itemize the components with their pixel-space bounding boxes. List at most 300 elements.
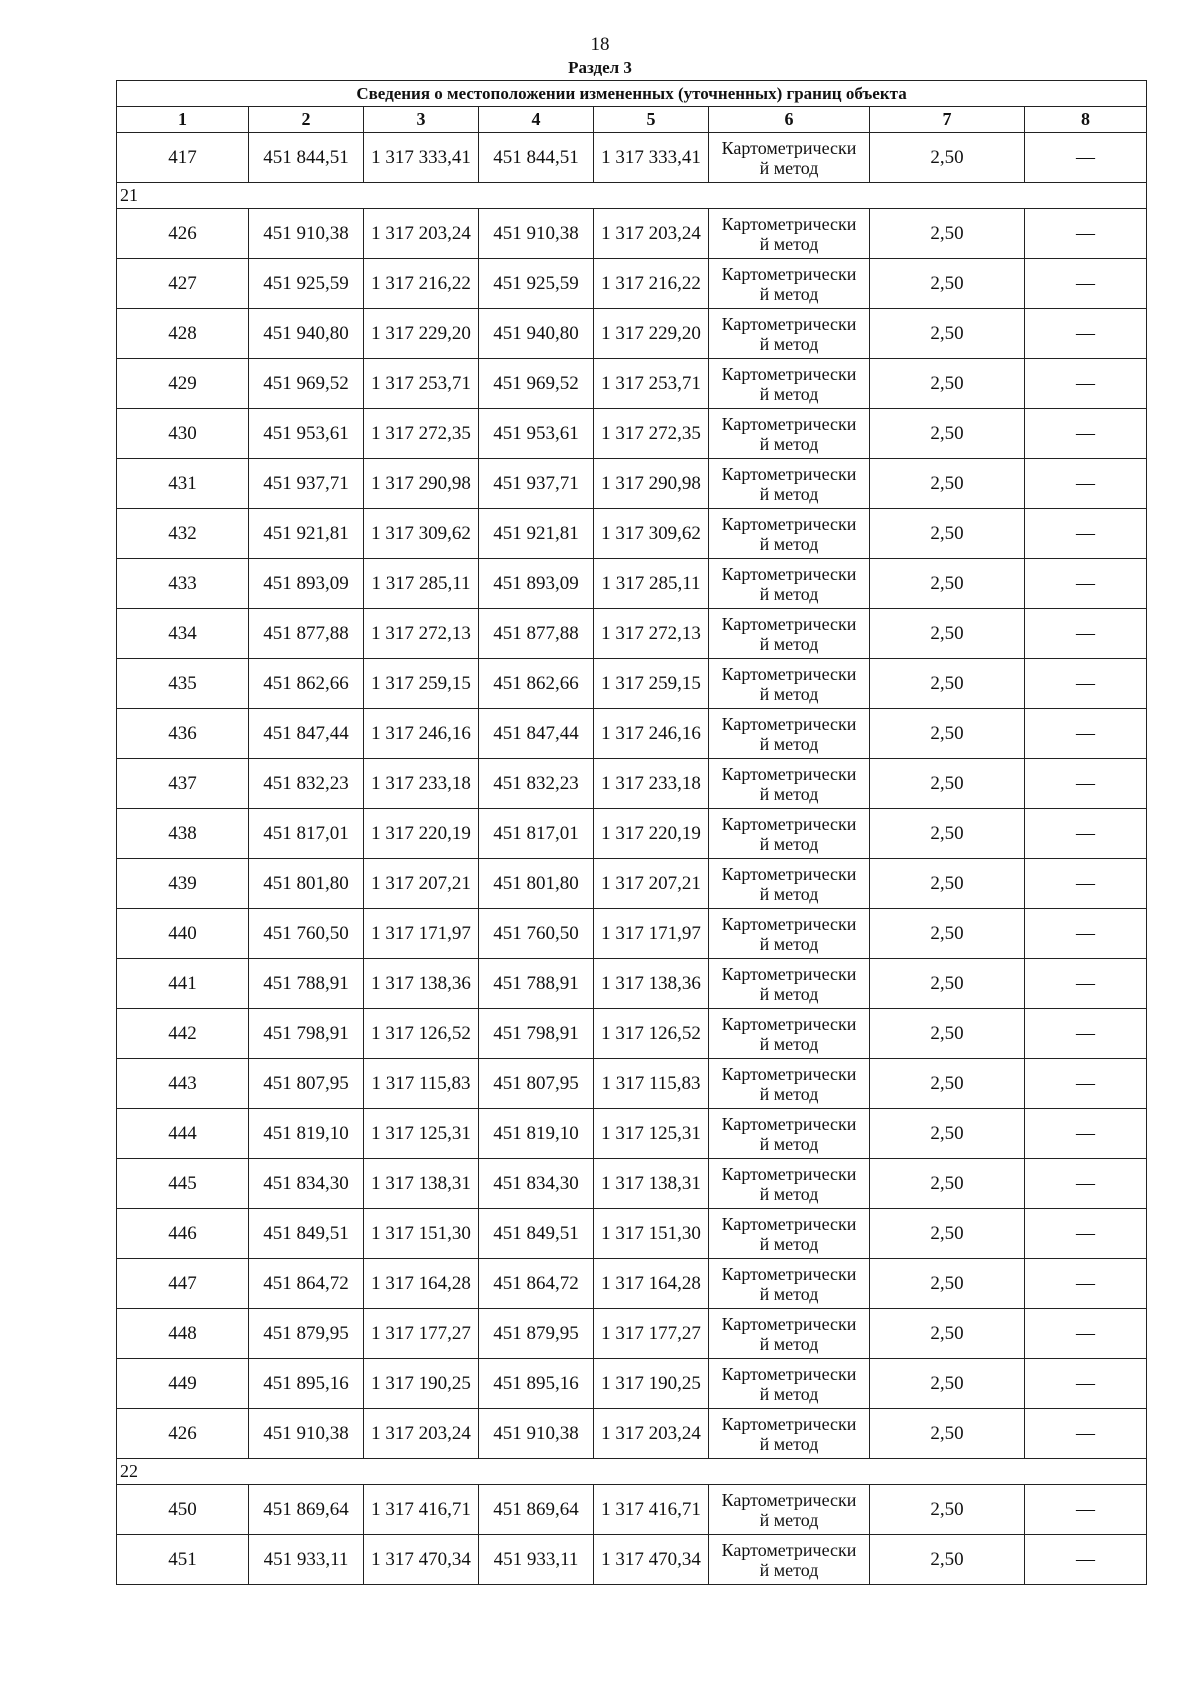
table-row — [117, 1059, 1147, 1109]
new-y-cell: 1 317 416,71 — [594, 1485, 709, 1535]
description-cell: — — [1025, 133, 1147, 183]
accuracy-cell: 2,50 — [870, 459, 1025, 509]
description-cell: — — [1025, 509, 1147, 559]
description-cell: — — [1025, 1485, 1147, 1535]
method-text-line1: Картометрически — [721, 563, 857, 584]
new-x-cell: 451 798,91 — [479, 1009, 594, 1059]
old-x-cell: 451 953,61 — [249, 409, 364, 459]
description-cell: — — [1025, 1359, 1147, 1409]
old-x-cell: 451 937,71 — [249, 459, 364, 509]
old-y-cell: 1 317 290,98 — [364, 459, 479, 509]
old-x-cell: 451 847,44 — [249, 709, 364, 759]
accuracy-cell: 2,50 — [870, 409, 1025, 459]
column-number: 6 — [709, 107, 870, 133]
new-x-cell: 451 879,95 — [479, 1309, 594, 1359]
new-x-cell: 451 910,38 — [479, 209, 594, 259]
method-cell — [709, 459, 870, 509]
method-text-line1: Картометрически — [721, 313, 857, 334]
method-text-line1: Картометрически — [721, 1213, 857, 1234]
new-x-cell: 451 847,44 — [479, 709, 594, 759]
table-row — [117, 259, 1147, 309]
new-y-cell: 1 317 125,31 — [594, 1109, 709, 1159]
point-number-cell: 417 — [117, 133, 249, 183]
new-y-cell: 1 317 177,27 — [594, 1309, 709, 1359]
point-number-cell: 450 — [117, 1485, 249, 1535]
new-y-cell: 1 317 216,22 — [594, 259, 709, 309]
point-number-cell: 437 — [117, 759, 249, 809]
method-text-line1: Картометрически — [721, 613, 857, 634]
old-x-cell: 451 807,95 — [249, 1059, 364, 1109]
accuracy-cell: 2,50 — [870, 609, 1025, 659]
table-row — [117, 609, 1147, 659]
method-text-line1: Картометрически — [721, 1163, 857, 1184]
contour-group-row — [117, 183, 1147, 209]
new-y-cell: 1 317 290,98 — [594, 459, 709, 509]
point-number-cell: 445 — [117, 1159, 249, 1209]
point-number-cell: 426 — [117, 1409, 249, 1459]
new-x-cell: 451 895,16 — [479, 1359, 594, 1409]
point-number-cell: 443 — [117, 1059, 249, 1109]
column-number: 1 — [117, 107, 249, 133]
description-cell: — — [1025, 959, 1147, 1009]
method-text-line1: Картометрически — [721, 513, 857, 534]
old-y-cell: 1 317 138,36 — [364, 959, 479, 1009]
point-number-cell: 426 — [117, 209, 249, 259]
method-text-line1: Картометрически — [721, 363, 857, 384]
method-text-line2: й метод — [759, 733, 819, 754]
new-y-cell: 1 317 470,34 — [594, 1535, 709, 1585]
new-x-cell: 451 925,59 — [479, 259, 594, 309]
new-x-cell: 451 832,23 — [479, 759, 594, 809]
new-y-cell: 1 317 151,30 — [594, 1209, 709, 1259]
description-cell: — — [1025, 209, 1147, 259]
method-cell — [709, 609, 870, 659]
method-text-line2: й метод — [759, 1333, 819, 1354]
old-y-cell: 1 317 333,41 — [364, 133, 479, 183]
description-cell: — — [1025, 1209, 1147, 1259]
point-number-cell: 441 — [117, 959, 249, 1009]
contour-number: 21 — [117, 183, 1147, 209]
old-y-cell: 1 317 126,52 — [364, 1009, 479, 1059]
new-x-cell: 451 807,95 — [479, 1059, 594, 1109]
accuracy-cell: 2,50 — [870, 309, 1025, 359]
method-cell — [709, 1209, 870, 1259]
accuracy-cell: 2,50 — [870, 1059, 1025, 1109]
description-cell: — — [1025, 309, 1147, 359]
new-y-cell: 1 317 333,41 — [594, 133, 709, 183]
method-cell — [709, 359, 870, 409]
column-number: 4 — [479, 107, 594, 133]
method-text-line2: й метод — [759, 233, 819, 254]
new-x-cell: 451 864,72 — [479, 1259, 594, 1309]
new-y-cell: 1 317 285,11 — [594, 559, 709, 609]
old-x-cell: 451 895,16 — [249, 1359, 364, 1409]
method-text-line1: Картометрически — [721, 137, 857, 158]
accuracy-cell: 2,50 — [870, 1409, 1025, 1459]
column-number: 3 — [364, 107, 479, 133]
new-x-cell: 451 940,80 — [479, 309, 594, 359]
contour-group-row — [117, 1459, 1147, 1485]
old-y-cell: 1 317 151,30 — [364, 1209, 479, 1259]
accuracy-cell: 2,50 — [870, 559, 1025, 609]
point-number-cell: 434 — [117, 609, 249, 659]
old-x-cell: 451 801,80 — [249, 859, 364, 909]
new-x-cell: 451 893,09 — [479, 559, 594, 609]
method-text-line1: Картометрически — [721, 1263, 857, 1284]
new-y-cell: 1 317 246,16 — [594, 709, 709, 759]
old-x-cell: 451 893,09 — [249, 559, 364, 609]
method-text-line1: Картометрически — [721, 213, 857, 234]
method-text-line1: Картометрически — [721, 863, 857, 884]
new-y-cell: 1 317 203,24 — [594, 209, 709, 259]
accuracy-cell: 2,50 — [870, 359, 1025, 409]
method-text-line1: Картометрически — [721, 1313, 857, 1334]
new-y-cell: 1 317 229,20 — [594, 309, 709, 359]
old-x-cell: 451 819,10 — [249, 1109, 364, 1159]
old-y-cell: 1 317 229,20 — [364, 309, 479, 359]
method-text-line2: й метод — [759, 583, 819, 604]
method-cell — [709, 1535, 870, 1585]
point-number-cell: 431 — [117, 459, 249, 509]
accuracy-cell: 2,50 — [870, 959, 1025, 1009]
accuracy-cell: 2,50 — [870, 659, 1025, 709]
new-y-cell: 1 317 164,28 — [594, 1259, 709, 1309]
new-x-cell: 451 834,30 — [479, 1159, 594, 1209]
point-number-cell: 427 — [117, 259, 249, 309]
old-x-cell: 451 798,91 — [249, 1009, 364, 1059]
method-cell — [709, 1359, 870, 1409]
new-y-cell: 1 317 220,19 — [594, 809, 709, 859]
method-text-line1: Картометрически — [721, 1539, 857, 1560]
method-text-line1: Картометрически — [721, 463, 857, 484]
method-text-line1: Картометрически — [721, 1413, 857, 1434]
new-y-cell: 1 317 138,31 — [594, 1159, 709, 1209]
contour-number: 22 — [117, 1459, 1147, 1485]
new-x-cell: 451 937,71 — [479, 459, 594, 509]
method-text-line2: й метод — [759, 483, 819, 504]
old-x-cell: 451 862,66 — [249, 659, 364, 709]
method-text-line1: Картометрически — [721, 1363, 857, 1384]
new-x-cell: 451 817,01 — [479, 809, 594, 859]
point-number-cell: 430 — [117, 409, 249, 459]
new-x-cell: 451 877,88 — [479, 609, 594, 659]
method-text-line1: Картометрически — [721, 963, 857, 984]
new-x-cell: 451 869,64 — [479, 1485, 594, 1535]
old-x-cell: 451 817,01 — [249, 809, 364, 859]
description-cell: — — [1025, 1159, 1147, 1209]
new-x-cell: 451 819,10 — [479, 1109, 594, 1159]
new-y-cell: 1 317 272,35 — [594, 409, 709, 459]
method-cell — [709, 509, 870, 559]
method-text-line1: Картометрически — [721, 413, 857, 434]
old-y-cell: 1 317 259,15 — [364, 659, 479, 709]
method-text-line1: Картометрически — [721, 1113, 857, 1134]
method-cell — [709, 409, 870, 459]
method-cell — [709, 209, 870, 259]
table-row — [117, 1259, 1147, 1309]
description-cell: — — [1025, 659, 1147, 709]
old-x-cell: 451 910,38 — [249, 209, 364, 259]
description-cell: — — [1025, 1535, 1147, 1585]
point-number-cell: 449 — [117, 1359, 249, 1409]
old-x-cell: 451 877,88 — [249, 609, 364, 659]
description-cell: — — [1025, 259, 1147, 309]
old-y-cell: 1 317 233,18 — [364, 759, 479, 809]
description-cell: — — [1025, 809, 1147, 859]
column-number: 8 — [1025, 107, 1147, 133]
method-text-line2: й метод — [759, 1233, 819, 1254]
method-text-line2: й метод — [759, 283, 819, 304]
method-cell — [709, 1059, 870, 1109]
description-cell: — — [1025, 459, 1147, 509]
new-x-cell: 451 862,66 — [479, 659, 594, 709]
accuracy-cell: 2,50 — [870, 1209, 1025, 1259]
old-y-cell: 1 317 220,19 — [364, 809, 479, 859]
accuracy-cell: 2,50 — [870, 859, 1025, 909]
method-text-line2: й метод — [759, 383, 819, 404]
old-y-cell: 1 317 272,13 — [364, 609, 479, 659]
method-cell — [709, 1409, 870, 1459]
method-text-line2: й метод — [759, 1133, 819, 1154]
old-x-cell: 451 969,52 — [249, 359, 364, 409]
accuracy-cell: 2,50 — [870, 1159, 1025, 1209]
method-cell — [709, 1109, 870, 1159]
description-cell: — — [1025, 759, 1147, 809]
table-row — [117, 133, 1147, 183]
method-cell — [709, 1009, 870, 1059]
coordinates-table — [116, 80, 1147, 1585]
point-number-cell: 439 — [117, 859, 249, 909]
method-text-line2: й метод — [759, 683, 819, 704]
table-row — [117, 1209, 1147, 1259]
method-text-line2: й метод — [759, 1033, 819, 1054]
accuracy-cell: 2,50 — [870, 133, 1025, 183]
method-text-line1: Картометрически — [721, 1489, 857, 1510]
accuracy-cell: 2,50 — [870, 809, 1025, 859]
accuracy-cell: 2,50 — [870, 909, 1025, 959]
table-row — [117, 1109, 1147, 1159]
new-y-cell: 1 317 272,13 — [594, 609, 709, 659]
old-x-cell: 451 910,38 — [249, 1409, 364, 1459]
table-row — [117, 559, 1147, 609]
new-x-cell: 451 844,51 — [479, 133, 594, 183]
method-cell — [709, 809, 870, 859]
point-number-cell: 446 — [117, 1209, 249, 1259]
new-y-cell: 1 317 190,25 — [594, 1359, 709, 1409]
new-x-cell: 451 788,91 — [479, 959, 594, 1009]
description-cell: — — [1025, 609, 1147, 659]
old-x-cell: 451 879,95 — [249, 1309, 364, 1359]
point-number-cell: 433 — [117, 559, 249, 609]
point-number-cell: 436 — [117, 709, 249, 759]
method-cell — [709, 1309, 870, 1359]
new-y-cell: 1 317 115,83 — [594, 1059, 709, 1109]
accuracy-cell: 2,50 — [870, 709, 1025, 759]
method-text-line2: й метод — [759, 1183, 819, 1204]
accuracy-cell: 2,50 — [870, 1535, 1025, 1585]
table-row — [117, 1159, 1147, 1209]
method-text-line2: й метод — [759, 1083, 819, 1104]
method-cell — [709, 309, 870, 359]
method-text-line1: Картометрически — [721, 763, 857, 784]
description-cell: — — [1025, 1259, 1147, 1309]
method-cell — [709, 1485, 870, 1535]
method-text-line1: Картометрически — [721, 663, 857, 684]
old-y-cell: 1 317 203,24 — [364, 209, 479, 259]
old-y-cell: 1 317 164,28 — [364, 1259, 479, 1309]
method-cell — [709, 1159, 870, 1209]
accuracy-cell: 2,50 — [870, 1109, 1025, 1159]
old-y-cell: 1 317 190,25 — [364, 1359, 479, 1409]
new-y-cell: 1 317 233,18 — [594, 759, 709, 809]
table-row — [117, 359, 1147, 409]
method-text-line1: Картометрически — [721, 713, 857, 734]
old-y-cell: 1 317 470,34 — [364, 1535, 479, 1585]
method-cell — [709, 559, 870, 609]
accuracy-cell: 2,50 — [870, 1359, 1025, 1409]
accuracy-cell: 2,50 — [870, 1485, 1025, 1535]
point-number-cell: 429 — [117, 359, 249, 409]
table-row — [117, 1409, 1147, 1459]
old-y-cell: 1 317 203,24 — [364, 1409, 479, 1459]
method-text-line2: й метод — [759, 833, 819, 854]
description-cell: — — [1025, 1109, 1147, 1159]
method-text-line1: Картометрически — [721, 913, 857, 934]
method-cell — [709, 133, 870, 183]
method-cell — [709, 709, 870, 759]
old-x-cell: 451 925,59 — [249, 259, 364, 309]
method-text-line2: й метод — [759, 157, 819, 178]
method-cell — [709, 909, 870, 959]
description-cell: — — [1025, 859, 1147, 909]
method-text-line2: й метод — [759, 433, 819, 454]
table-row — [117, 709, 1147, 759]
method-cell — [709, 959, 870, 1009]
accuracy-cell: 2,50 — [870, 1309, 1025, 1359]
accuracy-cell: 2,50 — [870, 259, 1025, 309]
new-x-cell: 451 849,51 — [479, 1209, 594, 1259]
table-row — [117, 1309, 1147, 1359]
accuracy-cell: 2,50 — [870, 209, 1025, 259]
old-y-cell: 1 317 171,97 — [364, 909, 479, 959]
new-x-cell: 451 969,52 — [479, 359, 594, 409]
old-y-cell: 1 317 115,83 — [364, 1059, 479, 1109]
point-number-cell: 428 — [117, 309, 249, 359]
old-x-cell: 451 788,91 — [249, 959, 364, 1009]
old-x-cell: 451 844,51 — [249, 133, 364, 183]
table-row — [117, 309, 1147, 359]
old-x-cell: 451 832,23 — [249, 759, 364, 809]
method-cell — [709, 259, 870, 309]
point-number-cell: 444 — [117, 1109, 249, 1159]
old-y-cell: 1 317 125,31 — [364, 1109, 479, 1159]
method-text-line2: й метод — [759, 1509, 819, 1530]
method-text-line1: Картометрически — [721, 813, 857, 834]
description-cell: — — [1025, 359, 1147, 409]
method-text-line2: й метод — [759, 883, 819, 904]
table-row — [117, 809, 1147, 859]
old-y-cell: 1 317 177,27 — [364, 1309, 479, 1359]
table-row — [117, 959, 1147, 1009]
column-number-row — [117, 107, 1147, 133]
description-cell: — — [1025, 1059, 1147, 1109]
method-text-line1: Картометрически — [721, 263, 857, 284]
description-cell: — — [1025, 1309, 1147, 1359]
column-number: 2 — [249, 107, 364, 133]
new-y-cell: 1 317 259,15 — [594, 659, 709, 709]
new-y-cell: 1 317 203,24 — [594, 1409, 709, 1459]
accuracy-cell: 2,50 — [870, 759, 1025, 809]
method-cell — [709, 659, 870, 709]
old-y-cell: 1 317 416,71 — [364, 1485, 479, 1535]
point-number-cell: 442 — [117, 1009, 249, 1059]
old-x-cell: 451 933,11 — [249, 1535, 364, 1585]
new-x-cell: 451 921,81 — [479, 509, 594, 559]
table-row — [117, 209, 1147, 259]
page-number: 18 — [590, 34, 610, 55]
method-text-line2: й метод — [759, 533, 819, 554]
old-y-cell: 1 317 309,62 — [364, 509, 479, 559]
method-text-line2: й метод — [759, 783, 819, 804]
old-y-cell: 1 317 285,11 — [364, 559, 479, 609]
point-number-cell: 451 — [117, 1535, 249, 1585]
method-text-line2: й метод — [759, 933, 819, 954]
method-text-line2: й метод — [759, 633, 819, 654]
accuracy-cell: 2,50 — [870, 1009, 1025, 1059]
method-text-line1: Картометрически — [721, 1013, 857, 1034]
method-text-line2: й метод — [759, 1559, 819, 1580]
description-cell: — — [1025, 1009, 1147, 1059]
new-x-cell: 451 910,38 — [479, 1409, 594, 1459]
column-number: 7 — [870, 107, 1025, 133]
old-x-cell: 451 940,80 — [249, 309, 364, 359]
accuracy-cell: 2,50 — [870, 1259, 1025, 1309]
description-cell: — — [1025, 409, 1147, 459]
old-y-cell: 1 317 216,22 — [364, 259, 479, 309]
column-number: 5 — [594, 107, 709, 133]
method-text-line2: й метод — [759, 1283, 819, 1304]
new-x-cell: 451 933,11 — [479, 1535, 594, 1585]
point-number-cell: 447 — [117, 1259, 249, 1309]
table-row — [117, 1359, 1147, 1409]
old-y-cell: 1 317 253,71 — [364, 359, 479, 409]
method-cell — [709, 1259, 870, 1309]
old-x-cell: 451 849,51 — [249, 1209, 364, 1259]
table-row — [117, 659, 1147, 709]
table-row — [117, 1485, 1147, 1535]
section-title: Раздел 3 — [568, 58, 632, 77]
new-x-cell: 451 953,61 — [479, 409, 594, 459]
description-cell: — — [1025, 1409, 1147, 1459]
old-y-cell: 1 317 207,21 — [364, 859, 479, 909]
new-x-cell: 451 760,50 — [479, 909, 594, 959]
old-y-cell: 1 317 272,35 — [364, 409, 479, 459]
table-row — [117, 759, 1147, 809]
method-text-line2: й метод — [759, 333, 819, 354]
description-cell: — — [1025, 709, 1147, 759]
description-cell: — — [1025, 559, 1147, 609]
method-text-line2: й метод — [759, 983, 819, 1004]
point-number-cell: 435 — [117, 659, 249, 709]
accuracy-cell: 2,50 — [870, 509, 1025, 559]
old-x-cell: 451 869,64 — [249, 1485, 364, 1535]
new-y-cell: 1 317 138,36 — [594, 959, 709, 1009]
method-cell — [709, 759, 870, 809]
new-y-cell: 1 317 253,71 — [594, 359, 709, 409]
method-text-line2: й метод — [759, 1433, 819, 1454]
old-x-cell: 451 760,50 — [249, 909, 364, 959]
table-row — [117, 1009, 1147, 1059]
